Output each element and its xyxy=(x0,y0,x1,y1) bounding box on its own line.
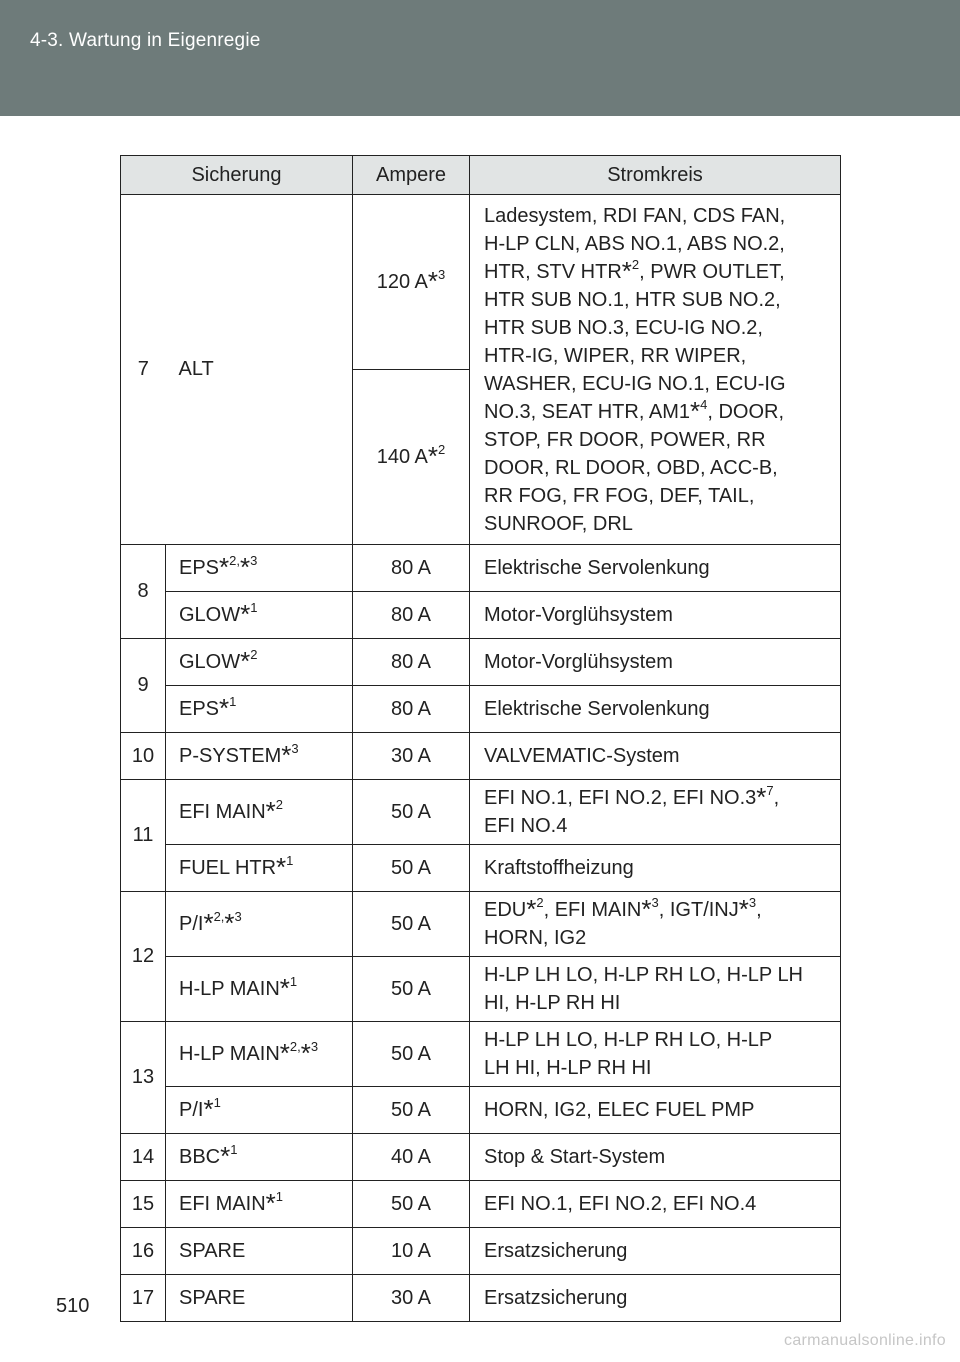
table-row xyxy=(121,1134,841,1181)
fuse-name: P/I*$^1$ xyxy=(166,1087,353,1134)
table-row xyxy=(121,892,841,957)
page-number: 510 xyxy=(56,1295,90,1317)
fuse-ampere: 40 A xyxy=(353,1134,470,1181)
table-row xyxy=(121,545,841,592)
column-header-circuit: Stromkreis xyxy=(470,156,841,195)
fuse-ampere: 50 A xyxy=(353,892,470,957)
fuse-ampere: 10 A xyxy=(353,1228,470,1275)
fuse-table xyxy=(120,155,841,1322)
fuse-name: EPS*$^{2,}$*$^3$ xyxy=(166,545,353,592)
table-header-row xyxy=(121,156,841,195)
table-row xyxy=(121,592,841,639)
fuse-number: 13 xyxy=(121,1022,166,1134)
fuse-circuit: VALVEMATIC-System xyxy=(470,733,841,780)
fuse-circuit: EFI NO.1, EFI NO.2, EFI NO.4 xyxy=(470,1181,841,1228)
fuse-circuit: H-LP LH LO, H-LP RH LO, H-LP LH HI, H-LP RH HI xyxy=(470,1022,841,1087)
table-row xyxy=(121,686,841,733)
table-row xyxy=(121,639,841,686)
fuse-number: 15 xyxy=(121,1181,166,1228)
fuse-number: 7 xyxy=(121,195,166,545)
table-row xyxy=(121,1228,841,1275)
fuse-name: EPS*$^1$ xyxy=(166,686,353,733)
fuse-number: 9 xyxy=(121,639,166,733)
fuse-circuit: EFI NO.1, EFI NO.2, EFI NO.3*$^7$, EFI NO.4 xyxy=(470,780,841,845)
fuse-circuit: Motor-Vorglühsystem xyxy=(470,592,841,639)
fuse-ampere: 50 A xyxy=(353,1181,470,1228)
fuse-ampere: 50 A xyxy=(353,957,470,1022)
fuse-circuit: HORN, IG2, ELEC FUEL PMP xyxy=(470,1087,841,1134)
fuse-ampere: 30 A xyxy=(353,1275,470,1322)
fuse-circuit: Stop & Start-System xyxy=(470,1134,841,1181)
fuse-circuit: Motor-Vorglühsystem xyxy=(470,639,841,686)
fuse-name: GLOW*$^2$ xyxy=(166,639,353,686)
fuse-circuit: H-LP LH LO, H-LP RH LO, H-LP LH HI, H-LP RH HI xyxy=(470,957,841,1022)
fuse-number: 14 xyxy=(121,1134,166,1181)
fuse-name: H-LP MAIN*$^{2,}$*$^3$ xyxy=(166,1022,353,1087)
fuse-circuit: Ladesystem, RDI FAN, CDS FAN, H-LP CLN, ABS NO.1, ABS NO.2, HTR, STV HTR*$^2$, PWR OUTLET, HTR SUB NO.1, HTR SUB NO.2, HTR SUB NO.3, ECU-IG NO.2, HTR-IG, WIPER, RR WIPER, WASHER, ECU-IG NO.1, ECU-IG NO.3, SEAT HTR, AM1*$^4$, DOOR, STOP, FR DOOR, POWER, RR DOOR, RL DOOR, OBD, ACC-B, RR FOG, FR FOG, DEF, TAIL, SUNROOF, DRL xyxy=(470,195,841,545)
section-header-bar xyxy=(0,0,960,116)
fuse-name: P-SYSTEM*$^3$ xyxy=(166,733,353,780)
fuse-ampere: 140 A*$^2$ xyxy=(353,370,470,545)
fuse-ampere: 80 A xyxy=(353,686,470,733)
table-row xyxy=(121,195,841,370)
fuse-ampere: 50 A xyxy=(353,1087,470,1134)
fuse-number: 8 xyxy=(121,545,166,639)
fuse-ampere: 80 A xyxy=(353,545,470,592)
fuse-number: 10 xyxy=(121,733,166,780)
fuse-name: SPARE xyxy=(166,1228,353,1275)
fuse-circuit: Elektrische Servolenkung xyxy=(470,686,841,733)
table-row xyxy=(121,1087,841,1134)
table-row xyxy=(121,733,841,780)
column-header-fuse: Sicherung xyxy=(121,156,353,195)
fuse-circuit: Kraftstoffheizung xyxy=(470,845,841,892)
fuse-ampere: 30 A xyxy=(353,733,470,780)
fuse-name: P/I*$^{2,}$*$^3$ xyxy=(166,892,353,957)
fuse-name: EFI MAIN*$^2$ xyxy=(166,780,353,845)
fuse-name: ALT xyxy=(166,195,353,545)
fuse-name: H-LP MAIN*$^1$ xyxy=(166,957,353,1022)
fuse-ampere: 50 A xyxy=(353,845,470,892)
table-row xyxy=(121,1181,841,1228)
fuse-ampere: 80 A xyxy=(353,592,470,639)
fuse-number: 17 xyxy=(121,1275,166,1322)
table-row xyxy=(121,780,841,845)
fuse-number: 16 xyxy=(121,1228,166,1275)
table-row xyxy=(121,957,841,1022)
section-title: 4-3. Wartung in Eigenregie xyxy=(30,30,261,51)
fuse-circuit: Ersatzsicherung xyxy=(470,1275,841,1322)
column-header-ampere: Ampere xyxy=(353,156,470,195)
fuse-circuit: Elektrische Servolenkung xyxy=(470,545,841,592)
watermark: carmanualsonline.info xyxy=(784,1332,946,1349)
fuse-name: FUEL HTR*$^1$ xyxy=(166,845,353,892)
fuse-ampere: 50 A xyxy=(353,780,470,845)
fuse-circuit: Ersatzsicherung xyxy=(470,1228,841,1275)
fuse-circuit: EDU*$^2$, EFI MAIN*$^3$, IGT/INJ*$^3$, HORN, IG2 xyxy=(470,892,841,957)
table-row xyxy=(121,1275,841,1322)
fuse-ampere: 80 A xyxy=(353,639,470,686)
table-row xyxy=(121,1022,841,1087)
fuse-name: EFI MAIN*$^1$ xyxy=(166,1181,353,1228)
fuse-number: 12 xyxy=(121,892,166,1022)
fuse-ampere: 120 A*$^3$ xyxy=(353,195,470,370)
fuse-name: GLOW*$^1$ xyxy=(166,592,353,639)
fuse-ampere: 50 A xyxy=(353,1022,470,1087)
fuse-name: SPARE xyxy=(166,1275,353,1322)
fuse-number: 11 xyxy=(121,780,166,892)
fuse-name: BBC*$^1$ xyxy=(166,1134,353,1181)
table-row xyxy=(121,845,841,892)
